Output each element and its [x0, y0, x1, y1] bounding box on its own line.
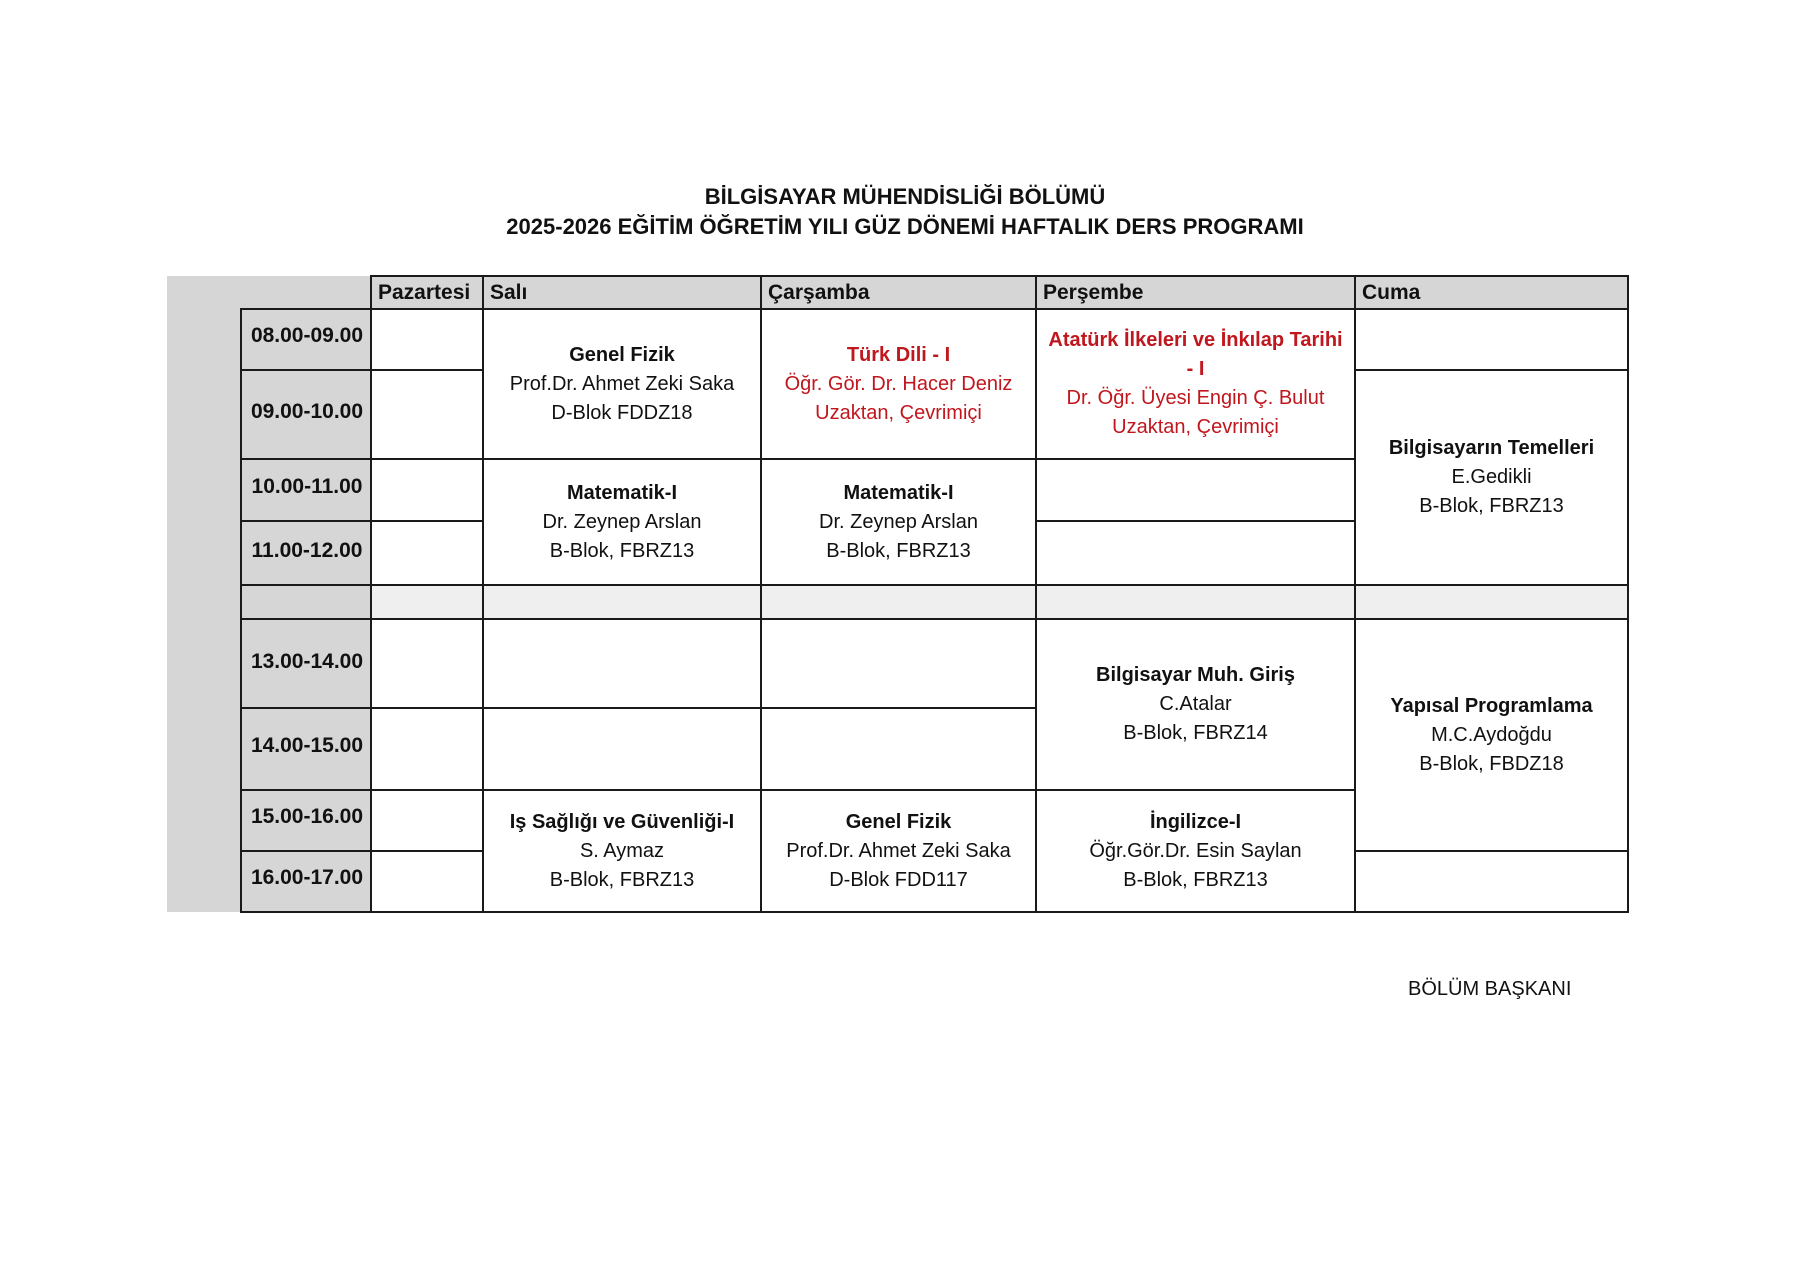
course-name: Genel Fizik — [569, 343, 675, 366]
grid-border — [241, 520, 483, 522]
course-room: B-Blok, FBRZ13 — [549, 868, 695, 891]
course-name: Matematik-I — [566, 481, 678, 504]
course-room: D-Blok FDD117 — [829, 868, 968, 891]
course-sali-is-sagligi — [484, 791, 760, 911]
grid-border — [241, 707, 1036, 709]
grid-border — [240, 308, 242, 913]
course-sali-genel-fizik — [484, 310, 760, 458]
document-title: BİLGİSAYAR MÜHENDİSLİĞİ BÖLÜMÜ — [704, 184, 1106, 209]
signature-label: BÖLÜM BAŞKANI — [1408, 978, 1572, 1000]
course-room: B-Blok, FBRZ13 — [1419, 495, 1564, 517]
course-carsamba-matematik — [762, 460, 1035, 584]
course-instructor: C.Atalar — [1159, 693, 1232, 715]
time-label: 10.00-11.00 — [251, 475, 363, 498]
grid-border — [241, 850, 483, 852]
course-room: B-Blok, FBDZ18 — [1419, 752, 1564, 775]
header-persembe: Perşembe — [1043, 281, 1144, 304]
grid-border — [241, 911, 1629, 913]
grid-border — [1355, 850, 1629, 852]
course-cuma-bilgisayarin-temelleri — [1356, 371, 1627, 584]
course-instructor: Prof.Dr. Ahmet Zeki Saka — [786, 839, 1011, 862]
document-subtitle: 2025-2026 EĞİTİM ÖĞRETİM YILI GÜZ DÖNEMİ HAFTALIK DERS PROGRAMI — [506, 214, 1304, 239]
time-label: 14.00-15.00 — [250, 734, 364, 757]
course-room: B-Blok, FBRZ13 — [826, 539, 971, 562]
course-name: Matematik-I — [843, 481, 954, 504]
course-room: Uzaktan, Çevrimiçi — [815, 401, 982, 424]
course-instructor: E.Gedikli — [1451, 466, 1532, 488]
course-instructor: S. Aymaz — [579, 839, 665, 862]
course-cuma-yapisal-programlama — [1356, 620, 1627, 850]
grid-border — [241, 369, 483, 371]
header-cuma: Cuma — [1362, 281, 1421, 304]
time-label: 15.00-16.00 — [250, 805, 364, 828]
course-instructor: Prof.Dr. Ahmet Zeki Saka — [509, 372, 735, 395]
header-pazartesi: Pazartesi — [378, 281, 471, 304]
course-sali-matematik — [484, 460, 760, 584]
header-sali: Salı — [490, 281, 528, 304]
course-name: Türk Dili - I — [846, 343, 951, 366]
course-persembe-ingilizce — [1037, 791, 1354, 911]
course-persembe-ataturk — [1037, 310, 1354, 458]
course-name: Bilgisayarın Temelleri — [1388, 437, 1595, 459]
course-name: Yapısal Programlama — [1390, 694, 1593, 717]
course-name-cont: - I — [1186, 358, 1205, 380]
course-persembe-bilgisayar-muh-giris — [1037, 620, 1354, 789]
grid-border — [1036, 520, 1355, 522]
time-label: 16.00-17.00 — [250, 866, 364, 889]
course-name: İngilizce-I — [1149, 810, 1242, 833]
course-instructor: Öğr. Gör. Dr. Hacer Deniz — [784, 372, 1013, 395]
time-label: 08.00-09.00 — [250, 324, 364, 347]
course-carsamba-turk-dili — [762, 310, 1035, 458]
header-carsamba: Çarşamba — [768, 281, 870, 304]
course-name: Bilgisayar Muh. Giriş — [1096, 664, 1295, 686]
course-room: Uzaktan, Çevrimiçi — [1112, 416, 1279, 438]
header-corner — [167, 276, 370, 309]
course-instructor: Dr. Öğr. Üyesi Engin Ç. Bulut — [1066, 387, 1325, 409]
course-room: B-Blok, FBRZ13 — [1123, 868, 1268, 891]
grid-border — [1627, 275, 1629, 913]
course-room: B-Blok, FBRZ14 — [1123, 722, 1268, 744]
time-label: 13.00-14.00 — [250, 650, 364, 673]
course-instructor: M.C.Aydoğdu — [1431, 723, 1552, 746]
time-label: 09.00-10.00 — [250, 400, 364, 423]
course-carsamba-genel-fizik — [762, 791, 1035, 911]
course-name: Atatürk İlkeleri ve İnkılap Tarihi — [1048, 329, 1343, 351]
time-label: 11.00-12.00 — [251, 539, 363, 562]
left-margin-bar — [167, 309, 241, 912]
course-instructor: Öğr.Gör.Dr. Esin Saylan — [1089, 839, 1302, 862]
course-name: Iş Sağlığı ve Güvenliği-I — [509, 810, 735, 833]
course-room: B-Blok, FBRZ13 — [549, 539, 695, 562]
break-row-bg — [371, 586, 1627, 618]
grid-border — [241, 584, 1629, 586]
course-instructor: Dr. Zeynep Arslan — [542, 510, 702, 533]
course-room: D-Blok FDDZ18 — [551, 401, 693, 424]
course-instructor: Dr. Zeynep Arslan — [819, 510, 978, 533]
course-name: Genel Fizik — [845, 810, 952, 833]
